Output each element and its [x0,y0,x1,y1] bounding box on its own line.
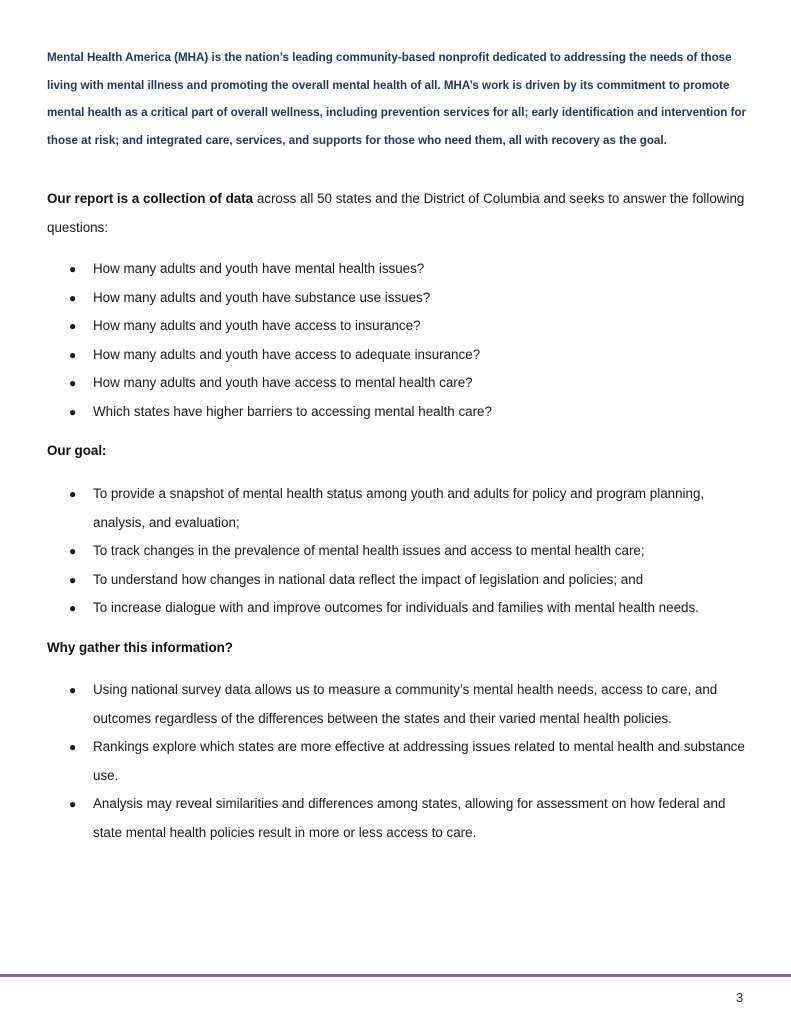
list-item: ● Using national survey data allows us to measure a community’s mental health needs, access to care, and outcomes regardless of the differences between the states and their varied mental health policies. [47,676,751,733]
bullet-icon: ● [69,797,77,811]
list-item: ● To increase dialogue with and improve outcomes for individuals and families with mental health needs. [47,594,751,623]
list-item: ● To understand how changes in national data reflect the impact of legislation and policies; and [47,566,751,595]
bullet-icon: ● [69,376,77,390]
questions-list [47,255,751,426]
bullet-icon: ● [69,544,77,558]
goal-list [47,480,751,623]
list-item: ● To track changes in the prevalence of mental health issues and access to mental health care; [47,537,751,566]
intro-paragraph: Mental Health America (MHA) is the nation’s leading community-based nonprofit dedicated to addressing the needs of those living with mental illness and promoting the overall mental health of all. MHA’s work is driven by its commitment to promote mental health as a critical part of overall wellness, including prevention services for all; early identification and intervention for those at risk; and integrated care, services, and supports for those who need them, all with recovery as the goal. [47,51,747,147]
bullet-icon: ● [69,404,77,419]
page-number: 3 [736,990,744,1005]
list-item: ● Analysis may reveal similarities and differences among states, allowing for assessment on how federal and state mental health policies result in more or less access to care. [47,790,751,847]
list-item: ● How many adults and youth have access to adequate insurance? [47,341,751,370]
bullet-icon: ● [69,347,77,362]
list-item: ● Which states have higher barriers to accessing mental health care? [47,398,751,427]
bullet-icon: ● [69,487,77,501]
bullet-icon: ● [69,319,77,333]
bullet-icon: ● [69,572,77,587]
report-bold-lead: Our report is a collection of data [47,191,254,206]
why-list [47,676,751,847]
bullet-icon: ● [69,740,77,754]
list-item: ● To provide a snapshot of mental health status among youth and adults for policy and program planning, analysis, and evaluation; [47,480,751,537]
report-rest: across all 50 states and the District of Columbia and seeks to answer the following questions: [47,191,745,235]
report-paragraph [47,185,751,242]
footer-rule [0,974,791,977]
bullet-icon: ● [69,262,77,276]
goal-heading: Our goal: [47,443,107,458]
list-item: ● How many adults and youth have mental health issues? [47,255,751,284]
bullet-icon: ● [69,601,77,615]
bullet-icon: ● [69,683,77,697]
list-item: ● How many adults and youth have substance use issues? [47,284,751,313]
bullet-icon: ● [69,290,77,305]
list-item: ● How many adults and youth have access to mental health care? [47,369,751,398]
why-heading: Why gather this information? [47,640,233,655]
list-item: ● How many adults and youth have access to insurance? [47,312,751,341]
list-item: ● Rankings explore which states are more effective at addressing issues related to mental health and substance use. [47,733,751,790]
